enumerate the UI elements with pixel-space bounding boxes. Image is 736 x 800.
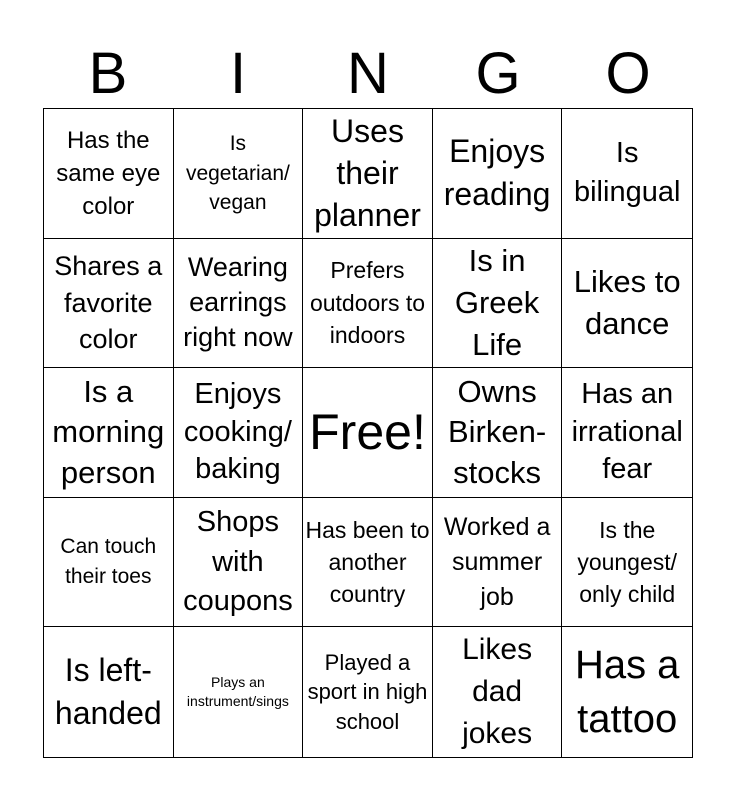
cell-text: Is left- handed xyxy=(54,652,162,732)
bingo-header xyxy=(43,40,693,108)
bingo-cell[interactable] xyxy=(174,109,304,239)
bingo-cell[interactable] xyxy=(44,368,174,498)
free-space-cell[interactable] xyxy=(303,368,433,498)
bingo-cell[interactable] xyxy=(44,239,174,369)
bingo-grid xyxy=(43,108,693,758)
bingo-cell[interactable] xyxy=(174,239,304,369)
cell-text: Has been to another country xyxy=(305,516,430,608)
cell-text: Has an irrational fear xyxy=(571,377,683,486)
cell-text: Enjoys cooking/ baking xyxy=(183,377,292,486)
bingo-cell[interactable] xyxy=(303,109,433,239)
cell-text: Wearing earrings right now xyxy=(183,252,293,353)
cell-text: Has the same eye color xyxy=(56,126,161,220)
cell-text: Is vegetarian/ vegan xyxy=(185,132,290,214)
bingo-cell[interactable] xyxy=(174,627,304,757)
bingo-cell[interactable] xyxy=(174,498,304,628)
bingo-cell[interactable] xyxy=(562,109,692,239)
bingo-cell[interactable] xyxy=(44,627,174,757)
cell-text: Is a morning person xyxy=(52,374,165,490)
bingo-cell[interactable] xyxy=(433,109,563,239)
bingo-cell[interactable] xyxy=(433,368,563,498)
cell-text: Worked a summer job xyxy=(443,512,551,611)
cell-text: Shops with coupons xyxy=(183,506,293,617)
cell-text: Likes to dance xyxy=(573,264,681,341)
cell-text: Likes dad jokes xyxy=(462,633,533,751)
bingo-cell[interactable] xyxy=(44,498,174,628)
cell-text: Shares a favorite color xyxy=(54,251,163,355)
cell-text: Can touch their toes xyxy=(60,534,157,589)
bingo-cell[interactable] xyxy=(433,627,563,757)
bingo-cell[interactable] xyxy=(433,239,563,369)
free-space-text: Free! xyxy=(309,404,426,461)
cell-text: Has a tattoo xyxy=(574,643,680,742)
header-letter: N xyxy=(347,41,389,106)
bingo-cell[interactable] xyxy=(433,498,563,628)
cell-text: Is in Greek Life xyxy=(454,243,540,362)
bingo-cell[interactable] xyxy=(562,368,692,498)
bingo-cell[interactable] xyxy=(303,498,433,628)
bingo-cell[interactable] xyxy=(303,239,433,369)
bingo-cell[interactable] xyxy=(562,498,692,628)
header-letter: G xyxy=(475,41,521,106)
cell-text: Uses their planner xyxy=(314,112,421,234)
bingo-cell[interactable] xyxy=(562,627,692,757)
header-letter: O xyxy=(605,41,651,106)
cell-text: Played a sport in high school xyxy=(307,649,428,735)
cell-text: Owns Birken- stocks xyxy=(447,374,547,490)
bingo-cell[interactable] xyxy=(44,109,174,239)
bingo-cell[interactable] xyxy=(303,627,433,757)
cell-text: Prefers outdoors to indoors xyxy=(309,256,426,349)
bingo-cell[interactable] xyxy=(174,368,304,498)
cell-text: Enjoys reading xyxy=(443,133,551,213)
cell-text: Plays an instrument/sings xyxy=(186,673,289,710)
header-letter: B xyxy=(88,41,128,106)
header-letter: I xyxy=(229,41,247,106)
bingo-cell[interactable] xyxy=(562,239,692,369)
cell-text: Is the youngest/ only child xyxy=(577,516,678,608)
cell-text: Is bilingual xyxy=(573,137,681,209)
